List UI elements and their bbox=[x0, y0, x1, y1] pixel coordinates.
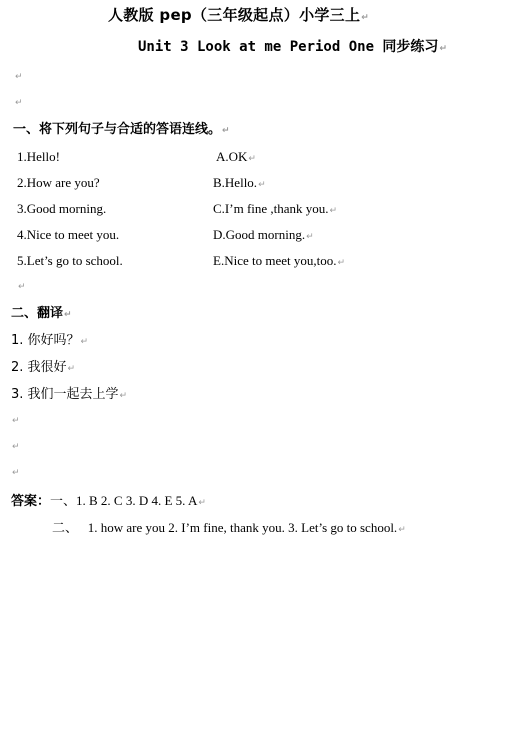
match-left-item: 2.How are you? bbox=[17, 175, 100, 190]
translation-item: 1. 你好吗？↵ bbox=[11, 333, 89, 348]
empty-paragraph-mark: ↵ bbox=[18, 282, 26, 292]
doc-subtitle: Unit 3 Look at me Period One 同步练习↵ bbox=[138, 39, 447, 55]
empty-paragraph-mark: ↵ bbox=[12, 468, 20, 478]
match-left-item: 4.Nice to meet you. bbox=[17, 227, 120, 242]
answer-line-2: 二、 1. how are you 2. I’m fine, thank you. 3. Let’s go to school.↵ bbox=[52, 520, 406, 536]
match-right-item: B.Hello.↵ bbox=[213, 175, 266, 190]
empty-paragraph-mark: ↵ bbox=[15, 72, 23, 82]
empty-paragraph-mark: ↵ bbox=[12, 416, 20, 426]
doc-title: 人教版 pep（三年级起点）小学三上↵ bbox=[108, 6, 370, 24]
section1-heading: 一、将下列句子与合适的答语连线。↵ bbox=[13, 122, 230, 137]
empty-paragraph-mark: ↵ bbox=[12, 442, 20, 452]
match-left-item: 3.Good morning. bbox=[17, 201, 107, 216]
translation-item: 2. 我很好↵ bbox=[11, 360, 76, 375]
match-right-item: E.Nice to meet you,too.↵ bbox=[213, 253, 346, 268]
section2-heading: 二、翻译↵ bbox=[11, 306, 72, 321]
match-left-item: 1.Hello! bbox=[17, 149, 60, 164]
match-right-item: C.I’m fine ,thank you.↵ bbox=[213, 201, 338, 216]
match-left-item: 5.Let’s go to school. bbox=[17, 253, 123, 268]
answer-label: 答案： bbox=[11, 494, 51, 509]
answer-line-1: 答案：一、1. B 2. C 3. D 4. E 5. A↵ bbox=[11, 493, 206, 509]
empty-paragraph-mark: ↵ bbox=[15, 98, 23, 108]
match-right-item: A.OK↵ bbox=[216, 149, 256, 164]
match-right-item: D.Good morning.↵ bbox=[213, 227, 314, 242]
translation-item: 3. 我们一起去上学↵ bbox=[11, 387, 128, 402]
